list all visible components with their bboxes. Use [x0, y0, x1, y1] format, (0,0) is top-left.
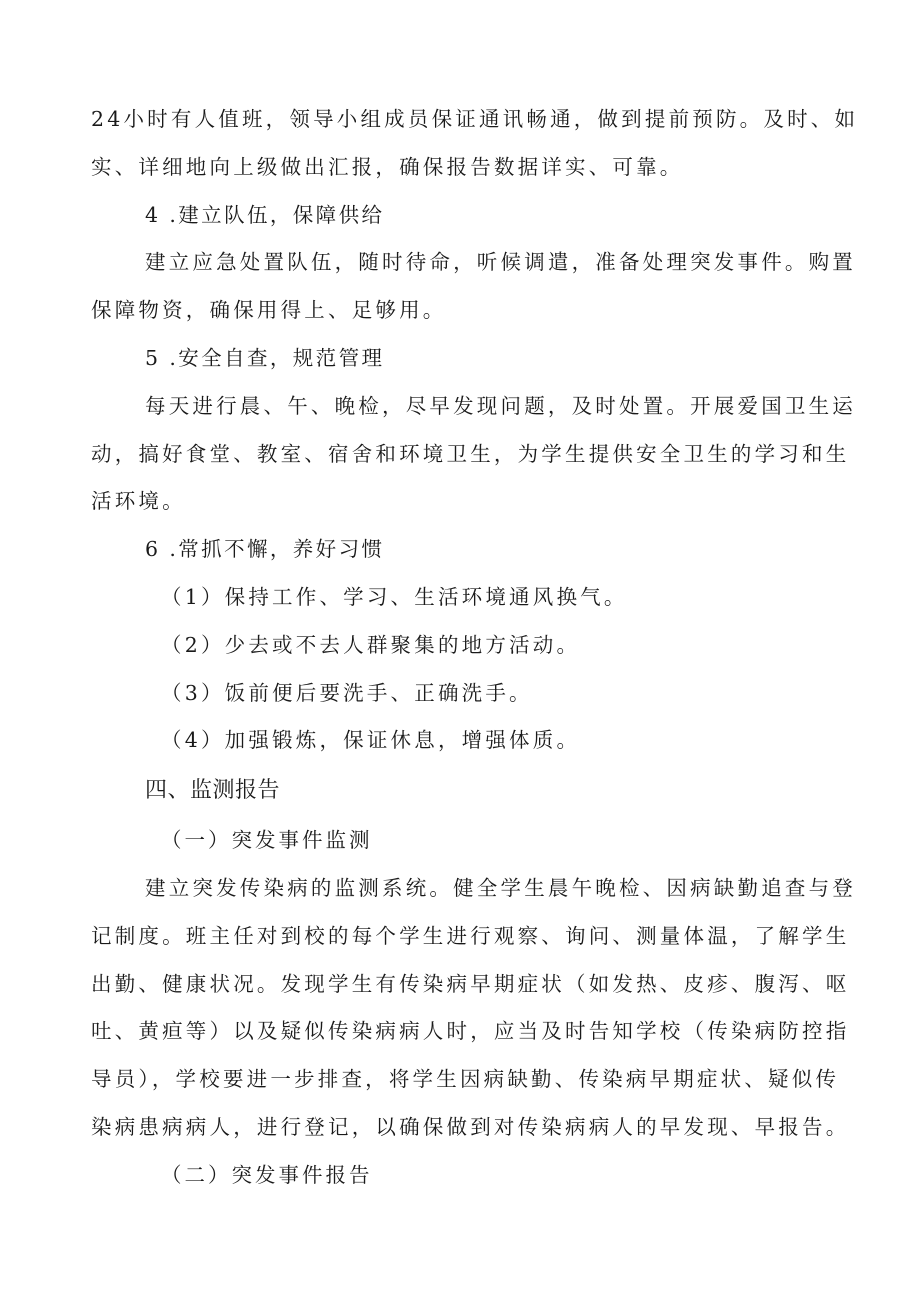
paragraph-line: 实、详细地向上级做出汇报，确保报告数据详实、可靠。 [91, 154, 684, 179]
paragraph-line: 记制度。班主任对到校的每个学生进行观察、询问、测量体温，了解学生 [91, 923, 850, 948]
list-item: （3）饭前便后要洗手、正确洗手。 [161, 680, 533, 705]
numbered-heading: 5 .安全自查，规范管理 [145, 345, 385, 370]
list-item: （2）少去或不去人群聚集的地方活动。 [161, 632, 581, 657]
paragraph-line: 建立应急处置队伍，随时待命，听候调遣，准备处理突发事件。购置 [145, 250, 856, 275]
paragraph-line: 吐、黄疸等）以及疑似传染病病人时，应当及时告知学校（传染病防控指 [91, 1019, 850, 1044]
paragraph-line: 出勤、健康状况。发现学生有传染病早期症状（如发热、皮疹、腹泻、呕 [91, 971, 850, 996]
document-page [91, 96, 859, 1200]
paragraph-line: 导员），学校要进一步排查，将学生因病缺勤、传染病早期症状、疑似传 [91, 1067, 840, 1092]
numbered-heading: 4 .建立队伍，保障供给 [145, 202, 385, 227]
subsection-title: （一）突发事件监测 [161, 828, 373, 853]
list-item: （1）保持工作、学习、生活环境通风换气。 [161, 584, 628, 609]
paragraph-line: 动，搞好食堂、教室、宿舍和环境卫生，为学生提供安全卫生的学习和生 [91, 441, 850, 466]
section-title: 四、监测报告 [145, 778, 281, 804]
paragraph-line: 活环境。 [91, 489, 186, 514]
paragraph-line: 染病患病病人，进行登记，以确保做到对传染病病人的早发现、早报告。 [91, 1114, 850, 1139]
list-item: （4）加强锻炼，保证休息，增强体质。 [161, 728, 581, 753]
paragraph-line: 每天进行晨、午、晚检，尽早发现问题，及时处置。开展爱国卫生运 [145, 393, 856, 418]
paragraph-line: 建立突发传染病的监测系统。健全学生晨午晚检、因病缺勤追查与登 [145, 875, 856, 900]
subsection-title: （二）突发事件报告 [161, 1162, 373, 1187]
paragraph-line: 保障物资，确保用得上、足够用。 [91, 298, 447, 323]
numbered-heading: 6 .常抓不懈，养好习惯 [145, 537, 385, 562]
paragraph-line: 24小时有人值班，领导小组成员保证通讯畅通，做到提前预防。及时、如 [91, 107, 859, 131]
